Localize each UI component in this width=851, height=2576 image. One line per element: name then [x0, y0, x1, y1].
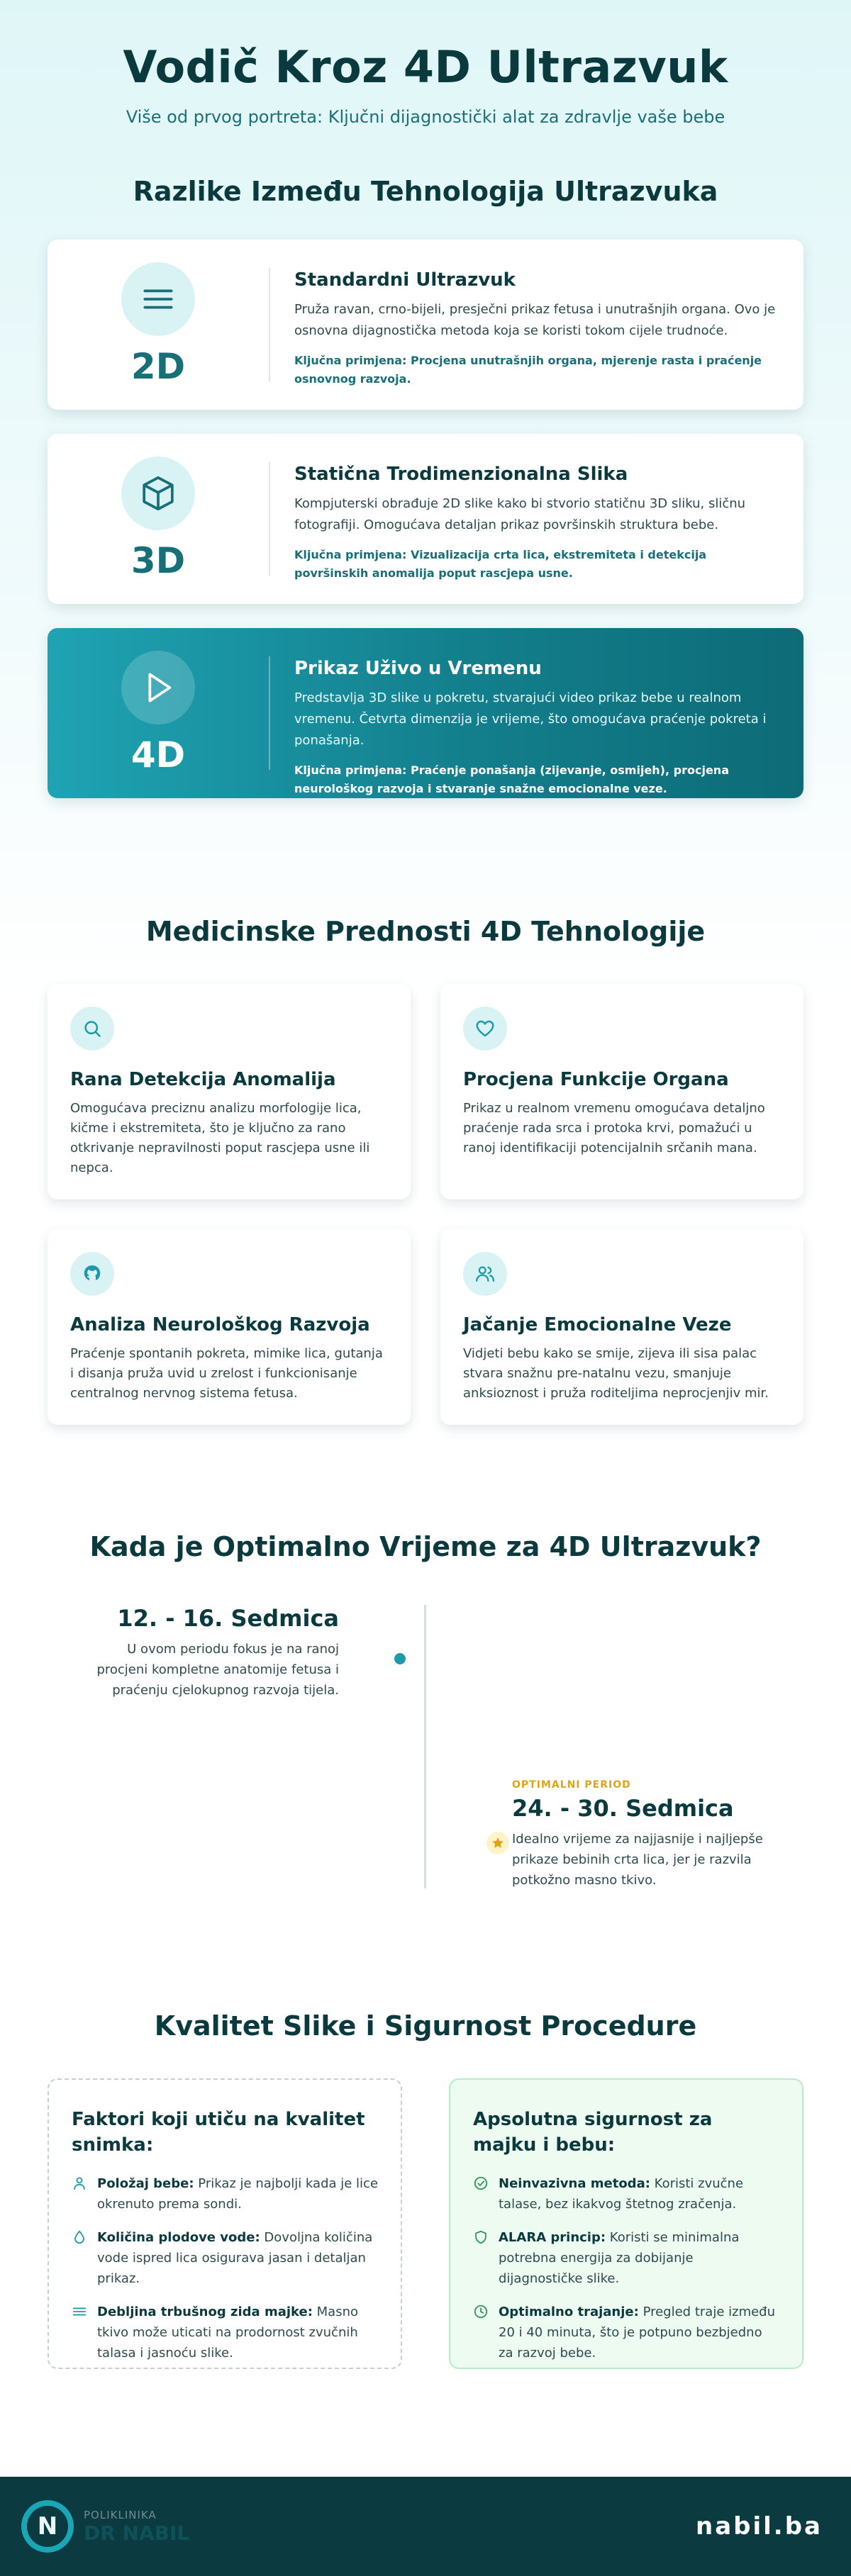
factor-item: [72, 2173, 378, 2214]
benefits-section: [0, 822, 851, 1425]
check-circle-icon: [473, 2175, 489, 2191]
layers-icon: [72, 2304, 87, 2319]
tech-card-left: [48, 628, 269, 798]
tech-card-4d: [48, 628, 803, 798]
tech-card-title: Statična Trodimenzionalna Slika: [294, 464, 628, 485]
factor-text: [97, 2302, 378, 2363]
brand-text: [84, 2509, 189, 2545]
play-icon: [121, 651, 195, 724]
users-icon: [463, 1252, 507, 1296]
tech-card-2d: [48, 240, 803, 410]
benefit-card: [48, 984, 411, 1199]
safety-desc: Pregled traje između 20 i 40 minuta, što je potpuno bezbjedno za razvoj bebe.: [499, 2305, 776, 2361]
safety-item: [473, 2302, 779, 2363]
star-icon: [486, 1832, 509, 1854]
timeline-item-early: [84, 1605, 339, 1701]
tech-card-use: Ključna primjena: Procjena unutrašnjih organa, mjerenje rasta i praćenje osnovnog razvoja.: [294, 354, 762, 386]
safety-item: [473, 2227, 779, 2289]
hero: [0, 0, 851, 142]
tech-section-title: Razlike Između Tehnologija Ultrazvuka: [133, 176, 718, 207]
safety-title: Apsolutna sigurnost za majku i bebu:: [473, 2109, 713, 2156]
quality-section: [0, 1917, 851, 2369]
tech-card-use: Ključna primjena: Vizualizacija crta lica, ekstremiteta i detekcija površinskih anomalija poput rascjepa usne.: [294, 548, 707, 580]
safety-box: [449, 2078, 803, 2369]
benefit-title: Analiza Neurološkog Razvoja: [70, 1314, 370, 1335]
tech-card-title: Prikaz Uživo u Vremenu: [294, 658, 542, 679]
timeline-dot: [394, 1653, 406, 1664]
benefit-title: Procjena Funkcije Organa: [463, 1069, 729, 1090]
timeline-item-optimal: [512, 1779, 767, 1891]
factor-text: [97, 2173, 378, 2214]
brain-icon: [70, 1252, 114, 1296]
clock-icon: [473, 2304, 489, 2319]
safety-item: [473, 2173, 779, 2214]
safety-label: Neinvazivna metoda:: [499, 2176, 650, 2191]
factor-label: Količina plodove vode:: [97, 2230, 260, 2245]
shield-icon: [473, 2229, 489, 2245]
factor-desc: Prikaz je najbolji kada je lice okrenuto prema sondi.: [97, 2176, 379, 2212]
timeline-section: [0, 1425, 851, 1917]
factor-label: Debljina trbušnog zida majke:: [97, 2305, 313, 2319]
safety-label: ALARA princip:: [499, 2230, 606, 2245]
benefit-card: [440, 1229, 803, 1425]
benefits-section-title: Medicinske Prednosti 4D Tehnologije: [145, 916, 706, 947]
tech-card-left: [48, 434, 269, 604]
tech-dimension: 3D: [130, 540, 186, 581]
factor-item: [72, 2302, 378, 2363]
benefit-text: Prikaz u realnom vremenu omogućava detaljno praćenje rada srca i protoka krvi, pomažući u ranoj identifikaciji potencijalnih srčanih mana.: [463, 1101, 765, 1155]
tech-card-description: Pruža ravan, crno-bijeli, presječni prikaz fetusa i unutrašnjih organa. Ovo je osnovna dijagnostička metoda koja se koristi tokom cijele trudnoće.: [294, 302, 776, 338]
brand-name: DR NABIL: [84, 2521, 190, 2545]
site-link[interactable]: nabil.ba: [696, 2512, 823, 2541]
timeline-line: [424, 1605, 426, 1888]
factor-desc: Dovoljna količina vode ispred lica osigurava jasan i detaljan prikaz.: [97, 2230, 373, 2286]
quality-grid: [48, 2078, 803, 2369]
page-subtitle: Više od prvog portreta: Ključni dijagnostički alat za zdravlje vaše bebe: [126, 107, 725, 127]
logo-inner: [27, 2506, 68, 2547]
safety-text: [499, 2173, 779, 2214]
factor-desc: Masno tkivo može uticati na prodornost zvučnih talasa i jasnoću slike.: [97, 2305, 359, 2361]
tech-card-description: Kompjuterski obrađuje 2D slike kako bi stvorio statičnu 3D sliku, sličnu fotografiji. Omogućava detaljan prikaz površinskih struktura bebe.: [294, 496, 746, 532]
lines-icon: [121, 262, 195, 336]
factor-label: Položaj bebe:: [97, 2176, 194, 2191]
benefit-text: Praćenje spontanih pokreta, mimike lica, gutanja i disanja pruža uvid u zrelost i funkcionisanje centralnog nervnog sistema fetusa.: [70, 1346, 383, 1401]
tech-card-title: Standardni Ultrazvuk: [294, 269, 516, 291]
timeline-section-title: Kada je Optimalno Vrijeme za 4D Ultrazvuk?: [89, 1531, 762, 1562]
tech-dimension: 2D: [130, 346, 186, 387]
tech-card-use: Ključna primjena: Praćenje ponašanja (zijevanje, osmijeh), procjena neurološkog razvoja i stvaranje snažne emocionalne veze.: [294, 763, 729, 795]
factors-box: [48, 2078, 402, 2369]
quality-section-title: Kvalitet Slike i Sigurnost Procedure: [154, 2010, 697, 2042]
safety-desc: Koristi se minimalna potrebna energija za dobijanje dijagnostičke slike.: [499, 2230, 740, 2286]
factor-text: [97, 2227, 378, 2289]
search-icon: [70, 1007, 114, 1051]
brand[interactable]: [21, 2500, 189, 2553]
logo-icon: [21, 2500, 74, 2553]
heart-icon: [463, 1007, 507, 1051]
droplet-icon: [72, 2229, 87, 2245]
factor-item: [72, 2227, 378, 2289]
timeline-item-title: 24. - 30. Sedmica: [512, 1795, 734, 1822]
tech-dimension: 4D: [130, 734, 186, 775]
timeline-item-title: 12. - 16. Sedmica: [117, 1605, 339, 1632]
timeline: [0, 1605, 851, 1917]
footer: [0, 2477, 851, 2576]
logo-letter: N: [37, 2512, 58, 2541]
tech-card-left: [48, 240, 269, 410]
tech-card-description: Predstavlja 3D slike u pokretu, stvarajući video prikaz bebe u realnom vremenu. Četvrta dimenzija je vrijeme, što omogućava praćenje pokreta i ponašanja.: [294, 690, 767, 748]
safety-text: [499, 2302, 779, 2363]
safety-label: Optimalno trajanje:: [499, 2305, 639, 2319]
safety-text: [499, 2227, 779, 2289]
benefit-text: Omogućava preciznu analizu morfologije lica, kičme i ekstremiteta, što je ključno za rano otkrivanje nepravilnosti poput rascjepa usne ili nepca.: [70, 1101, 370, 1175]
benefit-card: [48, 1229, 411, 1425]
tech-card-body: [270, 240, 803, 410]
page-title: Vodič Kroz 4D Ultrazvuk: [123, 41, 728, 93]
brand-small: POLIKLINIKA: [84, 2508, 157, 2521]
timeline-kicker: OPTIMALNI PERIOD: [512, 1779, 631, 1791]
factors-title: Faktori koji utiču na kvalitet snimka:: [72, 2109, 365, 2156]
tech-card-body: [270, 434, 803, 604]
safety-desc: Koristi zvučne talase, bez ikakvog štetnog zračenja.: [499, 2176, 744, 2212]
benefit-grid: [48, 984, 803, 1425]
benefit-text: Vidjeti bebu kako se smije, zijeva ili sisa palac stvara snažnu pre-natalnu vezu, smanjuje anksioznost i pruža roditeljima neprocjenjiv mir.: [463, 1346, 769, 1401]
tech-card-body: [270, 628, 803, 798]
tech-section: [0, 142, 851, 798]
benefit-title: Rana Detekcija Anomalija: [70, 1069, 336, 1090]
cube-icon: [121, 457, 195, 530]
benefit-card: [440, 984, 803, 1199]
timeline-item-text: Idealno vrijeme za najjasnije i najljepše prikaze bebinih crta lica, jer je razvila potkožno masno tkivo.: [512, 1832, 763, 1888]
benefit-title: Jačanje Emocionalne Veze: [463, 1314, 732, 1335]
timeline-item-text: U ovom periodu fokus je na ranoj procjeni kompletne anatomije fetusa i praćenju cjelokupnog razvoja tijela.: [96, 1642, 339, 1698]
person-icon: [72, 2175, 87, 2191]
tech-card-3d: [48, 434, 803, 604]
